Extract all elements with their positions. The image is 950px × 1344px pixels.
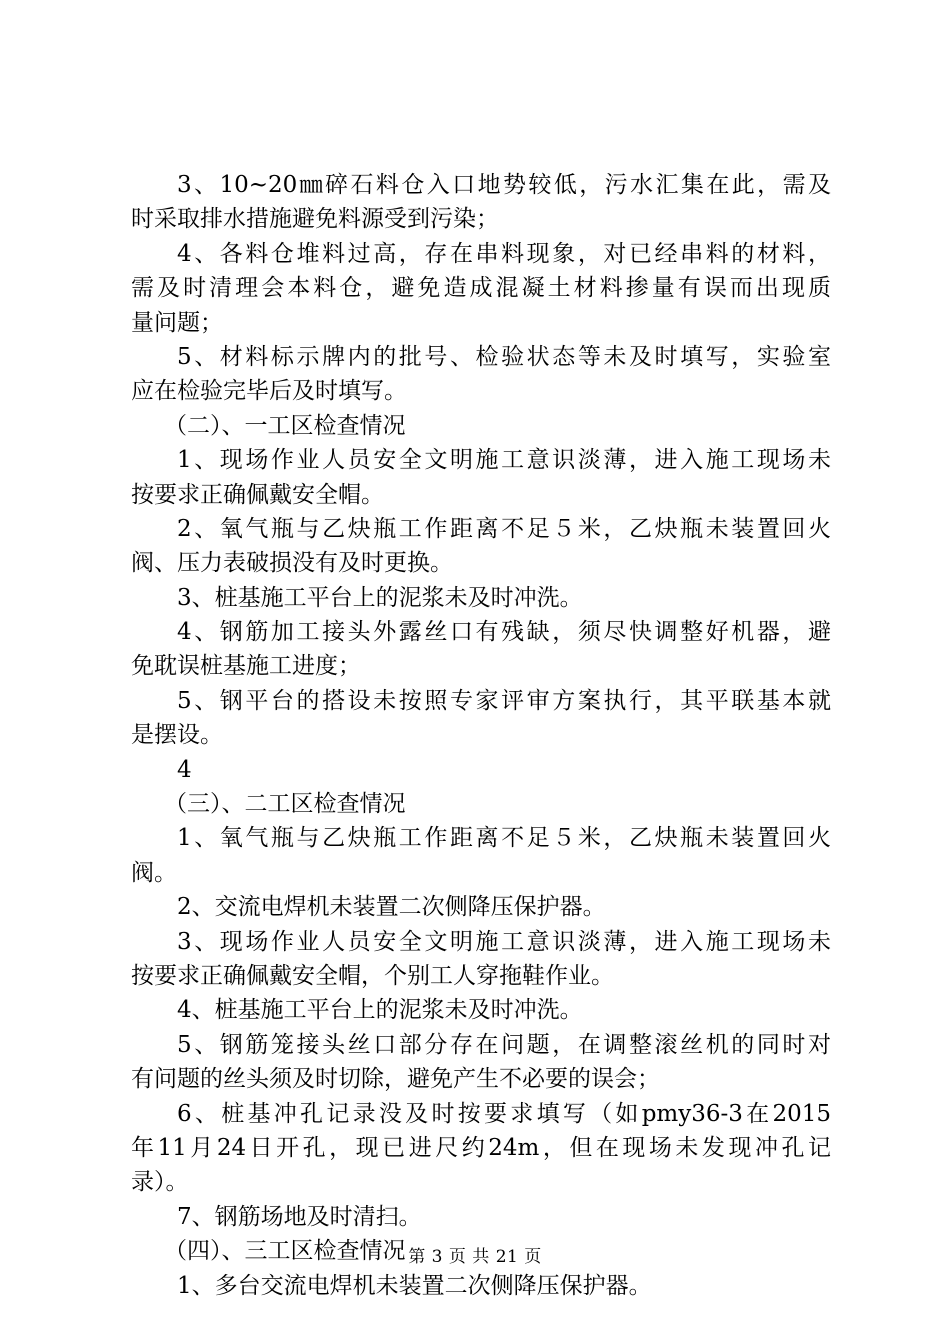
text-line: 按要求正确佩戴安全帽，个别工人穿拖鞋作业。	[131, 962, 614, 989]
text-line: 7、钢筋场地及时清扫。	[177, 1203, 422, 1230]
text-line: 2、氧气瓶与乙炔瓶工作距离不足５米，乙炔瓶未装置回火	[177, 515, 831, 542]
text-line: （四）、三工区检查情况	[164, 1238, 406, 1265]
text-line: 3、桩基施工平台上的泥浆未及时冲洗。	[177, 584, 583, 611]
text-line: 阀。	[131, 859, 177, 886]
text-line: 6、桩基冲孔记录没及时按要求填写（如pmy36-3在2015	[177, 1100, 831, 1127]
text-line: 4、各料仓堆料过高，存在串料现象，对已经串料的材料，	[177, 240, 831, 267]
text-line: 2、交流电焊机未装置二次侧降压保护器。	[177, 894, 606, 921]
text-line: 应在检验完毕后及时填写。	[131, 378, 407, 405]
text-line: 有问题的丝头须及时切除，避免产生不必要的误会；	[131, 1066, 660, 1093]
text-line: （三）、二工区检查情况	[164, 791, 406, 818]
text-line: 按要求正确佩戴安全帽。	[131, 481, 384, 508]
text-line: 1、现场作业人员安全文明施工意识淡薄，进入施工现场未	[177, 447, 831, 474]
text-line: 阀、压力表破损没有及时更换。	[131, 550, 453, 577]
text-line: 免耽误桩基施工进度；	[131, 653, 361, 680]
text-line: 量问题；	[131, 309, 223, 336]
text-line: 4	[177, 756, 192, 783]
text-line: 4、钢筋加工接头外露丝口有残缺，须尽快调整好机器，避	[177, 619, 831, 646]
body-text	[131, 168, 831, 1303]
text-line: 1、氧气瓶与乙炔瓶工作距离不足５米，乙炔瓶未装置回火	[177, 825, 831, 852]
text-line: 年11月24日开孔，现已进尺约24m，但在现场未发现冲孔记	[131, 1134, 831, 1161]
text-line: 3、10~20㎜碎石料仓入口地势较低，污水汇集在此，需及	[177, 172, 831, 198]
text-line: 4、桩基施工平台上的泥浆未及时冲洗。	[177, 997, 583, 1024]
text-line: 是摆设。	[131, 722, 223, 749]
text-line: 5、材料标示牌内的批号、检验状态等未及时填写，实验室	[177, 343, 831, 370]
text-line: （二）、一工区检查情况	[164, 412, 406, 439]
text-line: 需及时清理会本料仓，避免造成混凝土材料掺量有误而出现质	[131, 275, 831, 302]
text-line: 时采取排水措施避免料源受到污染；	[131, 206, 499, 233]
text-line: 5、钢筋笼接头丝口部分存在问题，在调整滚丝机的同时对	[177, 1031, 831, 1058]
text-line: 1、多台交流电焊机未装置二次侧降压保护器。	[177, 1272, 652, 1299]
text-line: 5、钢平台的搭设未按照专家评审方案执行，其平联基本就	[177, 687, 831, 714]
page-footer: 第 3 页 共 21 页	[408, 1247, 542, 1267]
text-line: 3、现场作业人员安全文明施工意识淡薄，进入施工现场未	[177, 928, 831, 955]
text-line: 录）。	[131, 1169, 189, 1196]
